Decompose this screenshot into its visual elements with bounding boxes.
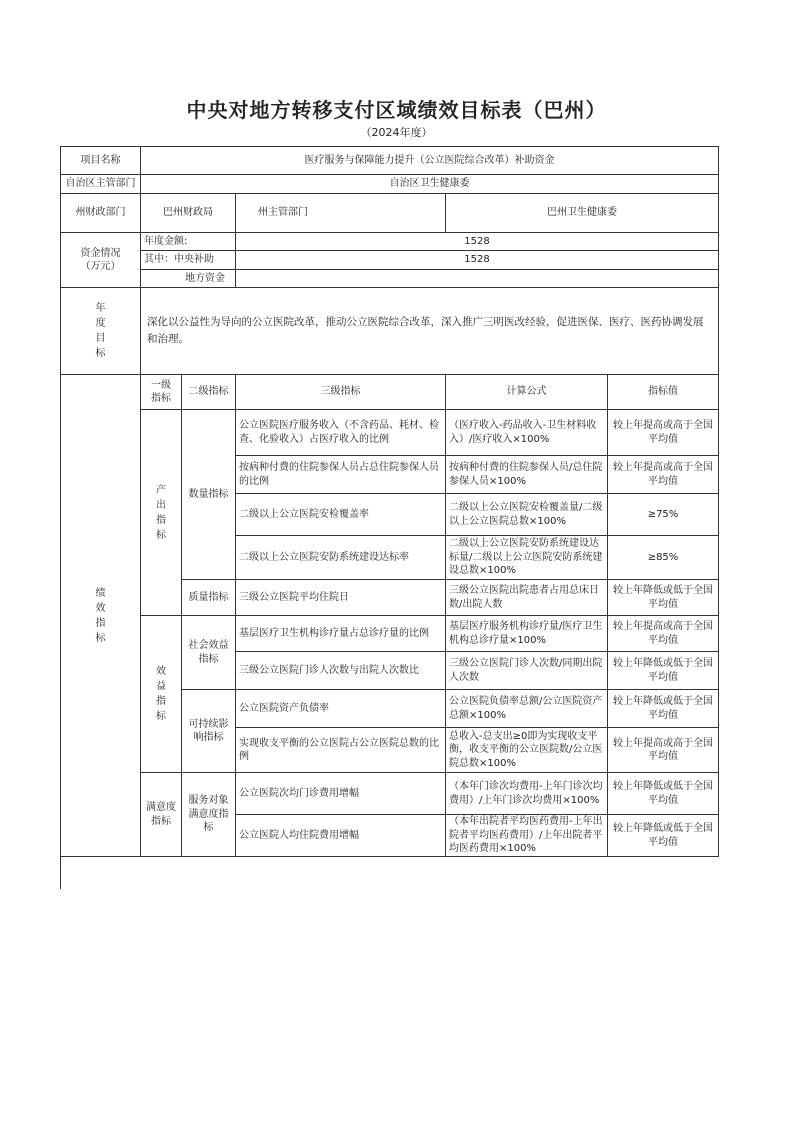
indicator-formula: 二级以上公立医院安检覆盖量/二级以上公立医院总数×100% bbox=[446, 494, 608, 536]
indicator-value: 较上年提高或高于全国平均值 bbox=[608, 456, 719, 494]
project-name-label: 项目名称 bbox=[61, 147, 141, 175]
central-subsidy-label: 其中：中央补助 bbox=[141, 251, 236, 270]
indicator-name: 公立医院资产负债率 bbox=[236, 690, 446, 728]
indicator-formula: 三级公立医院出院患者占用总床日数/出院人数 bbox=[446, 580, 608, 616]
prefecture-finance-label: 州财政部门 bbox=[61, 194, 141, 233]
performance-target-table bbox=[60, 146, 719, 889]
indicator-name: 基层医疗卫生机构诊疗量占总诊疗量的比例 bbox=[236, 616, 446, 652]
prefecture-dept-label: 州主管部门 bbox=[236, 194, 446, 233]
group-satisfaction: 满意度 指标 bbox=[141, 773, 182, 857]
indicator-formula: （医疗收入-药品收入-卫生材料收入）/医疗收入×100% bbox=[446, 410, 608, 456]
header-level2: 二级指标 bbox=[182, 375, 236, 410]
year-subtitle: （2024年度） bbox=[360, 126, 433, 139]
indicator-value: ≥85% bbox=[608, 536, 719, 580]
indicator-value: 较上年降低或低于全国平均值 bbox=[608, 773, 719, 815]
indicator-value: 较上年降低或低于全国平均值 bbox=[608, 690, 719, 728]
indicator-name: 二级以上公立医院安检覆盖率 bbox=[236, 494, 446, 536]
header-value: 指标值 bbox=[608, 375, 719, 410]
indicator-name: 三级公立医院门诊人次数与出院人次数比 bbox=[236, 652, 446, 690]
funding-label: 资金情况 （万元） bbox=[61, 233, 141, 288]
page-title: 中央对地方转移支付区域绩效目标表（巴州） bbox=[186, 98, 607, 122]
group-effect: 效 益 指 标 bbox=[141, 616, 182, 773]
autonomous-dept-label: 自治区主管部门 bbox=[61, 175, 141, 194]
annual-amount-label: 年度金额: bbox=[141, 233, 236, 251]
indicator-name: 公立医院次均门诊费用增幅 bbox=[236, 773, 446, 815]
subgroup-sustainable: 可持续影 响指标 bbox=[182, 690, 236, 773]
performance-indicators-label: 绩 效 指 标 bbox=[61, 375, 141, 857]
project-name-value: 医疗服务与保障能力提升（公立医院综合改革）补助资金 bbox=[141, 147, 719, 175]
local-funds-value bbox=[236, 270, 719, 288]
subgroup-quantity: 数量指标 bbox=[182, 410, 236, 580]
indicator-formula: 三级公立医院门诊人次数/同期出院人次数 bbox=[446, 652, 608, 690]
subgroup-quality: 质量指标 bbox=[182, 580, 236, 616]
indicator-formula: 按病种付费的住院参保人员/总住院参保人员×100% bbox=[446, 456, 608, 494]
indicator-formula: 公立医院负债率总额/公立医院资产总额×100% bbox=[446, 690, 608, 728]
indicator-formula: 基层医疗服务机构诊疗量/医疗卫生机构总诊疗量×100% bbox=[446, 616, 608, 652]
subgroup-social: 社会效益 指标 bbox=[182, 616, 236, 690]
indicator-value: 较上年提高或高于全国平均值 bbox=[608, 410, 719, 456]
indicator-value: ≥75% bbox=[608, 494, 719, 536]
prefecture-dept-value: 巴州卫生健康委 bbox=[446, 194, 719, 233]
indicator-name: 三级公立医院平均住院日 bbox=[236, 580, 446, 616]
subgroup-service-satisfaction: 服务对象 满意度指 标 bbox=[182, 773, 236, 857]
group-output: 产 出 指 标 bbox=[141, 410, 182, 616]
indicator-formula: 二级以上公立医院安防系统建设达标量/二级以上公立医院安防系统建设总数×100% bbox=[446, 536, 608, 580]
indicator-name: 公立医院医疗服务收入（不含药品、耗材、检查、化验收入）占医疗收入的比例 bbox=[236, 410, 446, 456]
indicator-formula: 总收入-总支出≥0即为实现收支平衡，收支平衡的公立医院数/公立医院总数×100% bbox=[446, 728, 608, 773]
annual-goal-text: 深化以公益性为导向的公立医院改革，推动公立医院综合改革，深入推广三明医改经验，促进医保、医疗、医药协调发展和治理。 bbox=[141, 288, 719, 375]
header-level1: 一级 指标 bbox=[141, 375, 182, 410]
indicator-value: 较上年降低或低于全国平均值 bbox=[608, 580, 719, 616]
indicator-name: 按病种付费的住院参保人员占总住院参保人员的比例 bbox=[236, 456, 446, 494]
indicator-value: 较上年降低或低于全国平均值 bbox=[608, 652, 719, 690]
annual-goal-label: 年 度 目 标 bbox=[61, 288, 141, 375]
indicator-name: 公立医院人均住院费用增幅 bbox=[236, 815, 446, 857]
indicator-value: 较上年提高或高于全国平均值 bbox=[608, 728, 719, 773]
indicator-value: 较上年提高或高于全国平均值 bbox=[608, 616, 719, 652]
prefecture-finance-value: 巴州财政局 bbox=[141, 194, 236, 233]
local-funds-label: 地方资金 bbox=[141, 270, 236, 288]
central-subsidy-value: 1528 bbox=[236, 251, 719, 270]
indicator-formula: （本年门诊次均费用-上年门诊次均费用）/上年门诊次均费用×100% bbox=[446, 773, 608, 815]
autonomous-dept-value: 自治区卫生健康委 bbox=[141, 175, 719, 194]
annual-amount-value: 1528 bbox=[236, 233, 719, 251]
header-formula: 计算公式 bbox=[446, 375, 608, 410]
indicator-name: 实现收支平衡的公立医院占公立医院总数的比例 bbox=[236, 728, 446, 773]
indicator-name: 二级以上公立医院安防系统建设达标率 bbox=[236, 536, 446, 580]
indicator-formula: （本年出院者平均医药费用-上年出院者平均医药费用）/上年出院者平均医药费用×100% bbox=[446, 815, 608, 857]
indicator-value: 较上年降低或低于全国平均值 bbox=[608, 815, 719, 857]
header-level3: 三级指标 bbox=[236, 375, 446, 410]
